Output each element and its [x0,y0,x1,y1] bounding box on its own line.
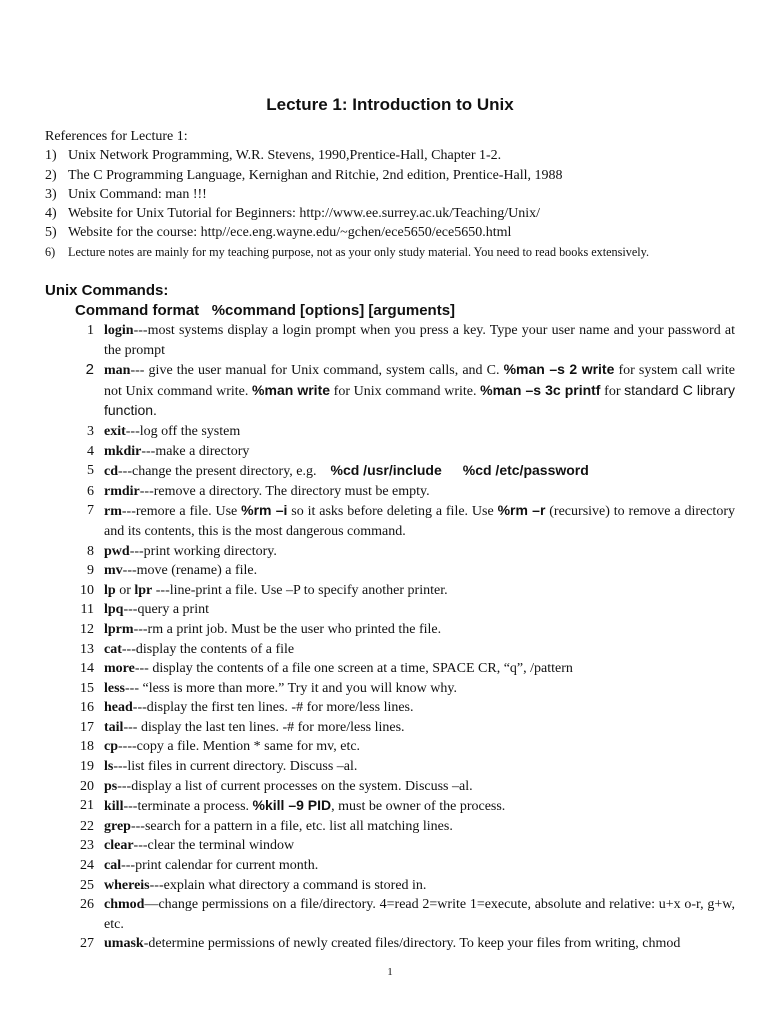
command-text: ---log off the system [125,423,241,439]
command-name: lprm [104,621,134,637]
command-description [95,501,739,541]
command-item [65,620,735,640]
command-item [65,856,735,876]
command-example: %cd /usr/include [330,462,442,479]
command-item [65,561,735,581]
command-name: login [104,323,134,338]
command-item [65,757,735,777]
command-text: ---remore a file. Use [121,504,242,520]
command-number: 4 [87,443,94,459]
command-example: %rm –i [241,502,288,519]
command-name: mkdir [104,443,142,459]
reference-text: Website for Unix Tutorial for Beginners: http://www.ee.surrey.ac.uk/Teaching/Unix/ [68,206,540,222]
command-name: cd [104,464,118,480]
command-example: %cd /etc/password [462,462,589,479]
command-number: 27 [80,936,94,952]
command-description [95,422,735,442]
command-example: %man –s 2 write [503,361,615,378]
command-description [95,461,735,482]
command-number: 23 [80,838,94,854]
command-text: --- give the user manual for Unix command, system calls, and C. [130,363,504,379]
command-description [95,718,735,738]
command-text: ---display the first ten lines. -# for more/less lines. [132,700,414,716]
command-number: 11 [80,602,94,618]
command-item [65,934,735,954]
command-name: ls [104,759,114,775]
command-number: 3 [87,423,94,439]
command-number: 2 [85,361,94,379]
command-text: ---query a print [123,602,209,618]
references-section [45,127,745,262]
reference-text: The C Programming Language, Kernighan and Ritchie, 2nd edition, Prentice-Hall, 1988 [68,167,563,183]
command-item [65,836,735,856]
references-list [45,146,745,262]
command-name: kill [104,799,124,815]
command-name: tail [104,719,124,735]
reference-number: 1) [45,148,57,164]
command-text: ---display a list of current processes on the system. Discuss –al. [117,778,473,794]
command-text: , must be owner of the process. [331,799,506,815]
command-description [95,737,735,757]
reference-number: 2) [45,167,57,183]
command-name: head [104,700,133,716]
command-description [95,640,735,660]
command-number: 20 [80,778,94,794]
command-text: ---rm a print job. Must be the user who printed the file. [133,621,442,637]
command-text: ----copy a file. Mention * same for mv, etc. [118,739,361,755]
command-description [95,876,735,896]
reference-text: Unix Command: man !!! [68,186,207,202]
command-number: 1 [87,323,94,338]
command-name: mv [104,563,123,579]
command-text: or [115,582,135,598]
command-number: 14 [80,661,94,677]
command-text: so it asks before deleting a file. Use [287,504,498,520]
command-number: 19 [80,759,94,775]
command-name: pwd [104,543,130,559]
command-text: for [600,383,625,399]
command-item [65,737,735,757]
command-text: ---remove a directory. The directory must be empty. [139,483,430,499]
command-number: 7 [87,503,94,519]
command-description [95,856,735,876]
command-text: --- “less is more than more.” Try it and you will know why. [125,680,457,696]
command-description [95,442,735,462]
command-name: rmdir [104,483,140,499]
command-description [95,360,739,422]
command-example: %man write [252,381,331,398]
command-item [65,718,735,738]
command-description [95,895,739,934]
command-name: cal [104,858,122,874]
command-number: 24 [80,858,94,874]
command-text: ---display the contents of a file [121,641,295,657]
command-text: for system call write not Unix command write. [104,363,739,399]
command-text: -determine permissions of newly created files/directory. To keep your files from writing, chmod [143,936,681,952]
command-text: (recursive) to remove a directory and its contents, this is the most dangerous command. [104,504,739,539]
command-format-label: Command format [75,302,200,319]
command-name: clear [104,838,134,854]
command-number: 10 [80,582,94,598]
command-item [65,679,735,699]
command-description [95,757,735,777]
reference-text: Lecture notes are mainly for my teaching purpose, not as your only study material. You need to read books extensively. [68,244,650,259]
command-name: whereis [104,877,150,893]
command-number: 9 [87,563,94,579]
command-text: --- display the last ten lines. -# for more/less lines. [123,719,405,735]
command-number: 16 [80,700,94,716]
command-name: rm [104,504,122,520]
command-item [65,817,735,837]
command-name: grep [104,818,131,834]
reference-item [45,243,745,262]
command-item [65,600,735,620]
reference-item [45,223,745,242]
command-text: ---clear the terminal window [133,838,295,854]
command-number: 15 [80,680,94,696]
command-text: —change permissions on a file/directory. 4=read 2=write 1=execute, absolute and relative: u+x o-r, g+w, etc. [104,897,739,932]
unix-commands-heading: Unix Commands: [45,282,169,299]
command-item [65,698,735,718]
command-item [65,442,735,462]
command-item [65,640,735,660]
command-description [95,659,735,679]
command-name: cat [104,641,122,657]
command-description [95,679,735,699]
command-text: ---change the present directory, e.g. [118,464,331,480]
command-description [95,836,735,856]
page-number: 1 [387,966,393,978]
command-item [65,895,739,934]
command-description [95,934,735,954]
reference-text: Unix Network Programming, W.R. Stevens, 1990,Prentice-Hall, Chapter 1-2. [68,148,502,164]
command-text: ---make a directory [141,443,250,459]
command-description [95,698,735,718]
reference-number: 6) [45,244,56,259]
command-item [65,501,739,541]
command-name: less [104,680,125,696]
command-description [95,796,735,817]
command-number: 25 [80,877,94,893]
reference-number: 3) [45,186,57,202]
command-item [65,482,735,502]
command-text [442,464,463,479]
reference-item [45,204,745,223]
command-number: 21 [80,798,94,814]
command-description [95,581,735,601]
command-number: 22 [80,818,94,834]
command-format-syntax: %command [options] [arguments] [211,302,456,319]
command-number: 6 [87,483,94,499]
reference-number: 5) [45,225,57,241]
command-example: %kill –9 PID [252,797,332,814]
reference-number: 4) [45,206,57,222]
command-text: ---print working directory. [129,543,277,559]
command-number: 17 [80,719,94,735]
command-text: ---line-print a file. Use –P to specify another printer. [152,582,448,598]
command-item [65,581,735,601]
command-name: lpr [134,582,153,598]
command-text: ---explain what directory a command is stored in. [149,877,427,893]
command-name: more [104,661,135,677]
reference-text: Website for the course: http//ece.eng.wayne.edu/~gchen/ece5650/ece5650.html [68,225,512,241]
command-text: ---print calendar for current month. [121,858,319,874]
command-text: ---list files in current directory. Discuss –al. [113,759,358,775]
command-description [95,561,735,581]
command-name: umask [104,936,144,952]
reference-item [45,166,745,185]
command-name: man [104,363,131,379]
command-description [95,542,735,562]
command-item [65,796,735,817]
command-text: ---move (rename) a file. [122,563,258,579]
command-item [65,659,735,679]
command-name: exit [104,423,126,439]
command-item [65,360,739,422]
reference-item [45,185,745,204]
command-text: ---terminate a process. [123,799,253,815]
command-example: %man –s 3c printf [480,381,601,398]
commands-list [65,321,739,954]
command-number: 26 [80,897,94,913]
command-number: 8 [87,543,94,559]
command-number: 18 [80,739,94,755]
command-number: 5 [87,463,94,479]
command-text: --- display the contents of a file one screen at a time, SPACE CR, “q”, /pattern [134,661,573,677]
command-text: ---most systems display a login prompt when you press a key. Type your user name and your password at the prompt [104,323,739,358]
reference-item [45,146,745,165]
command-name: lpq [104,602,124,618]
command-number: 13 [80,641,94,657]
command-example: %rm –r [497,502,546,519]
command-item [65,876,735,896]
command-description [95,321,739,360]
command-item [65,321,739,360]
command-item [65,777,735,797]
command-name: ps [104,778,118,794]
command-item [65,461,735,482]
command-item [65,422,735,442]
command-text: ---search for a pattern in a file, etc. list all matching lines. [130,818,453,834]
command-description [95,620,735,640]
command-item [65,542,735,562]
command-description [95,600,735,620]
command-format-line [75,302,455,319]
references-heading: References for Lecture 1: [45,129,188,144]
command-text: standard C library function. [104,381,739,419]
command-text: for Unix command write. [330,383,481,399]
command-number: 12 [80,621,94,637]
command-description [95,817,735,837]
command-name: chmod [104,897,145,913]
command-description [95,482,735,502]
command-name: cp [104,739,118,755]
page-title: Lecture 1: Introduction to Unix [266,95,514,114]
command-name: lp [104,582,116,598]
command-description [95,777,735,797]
